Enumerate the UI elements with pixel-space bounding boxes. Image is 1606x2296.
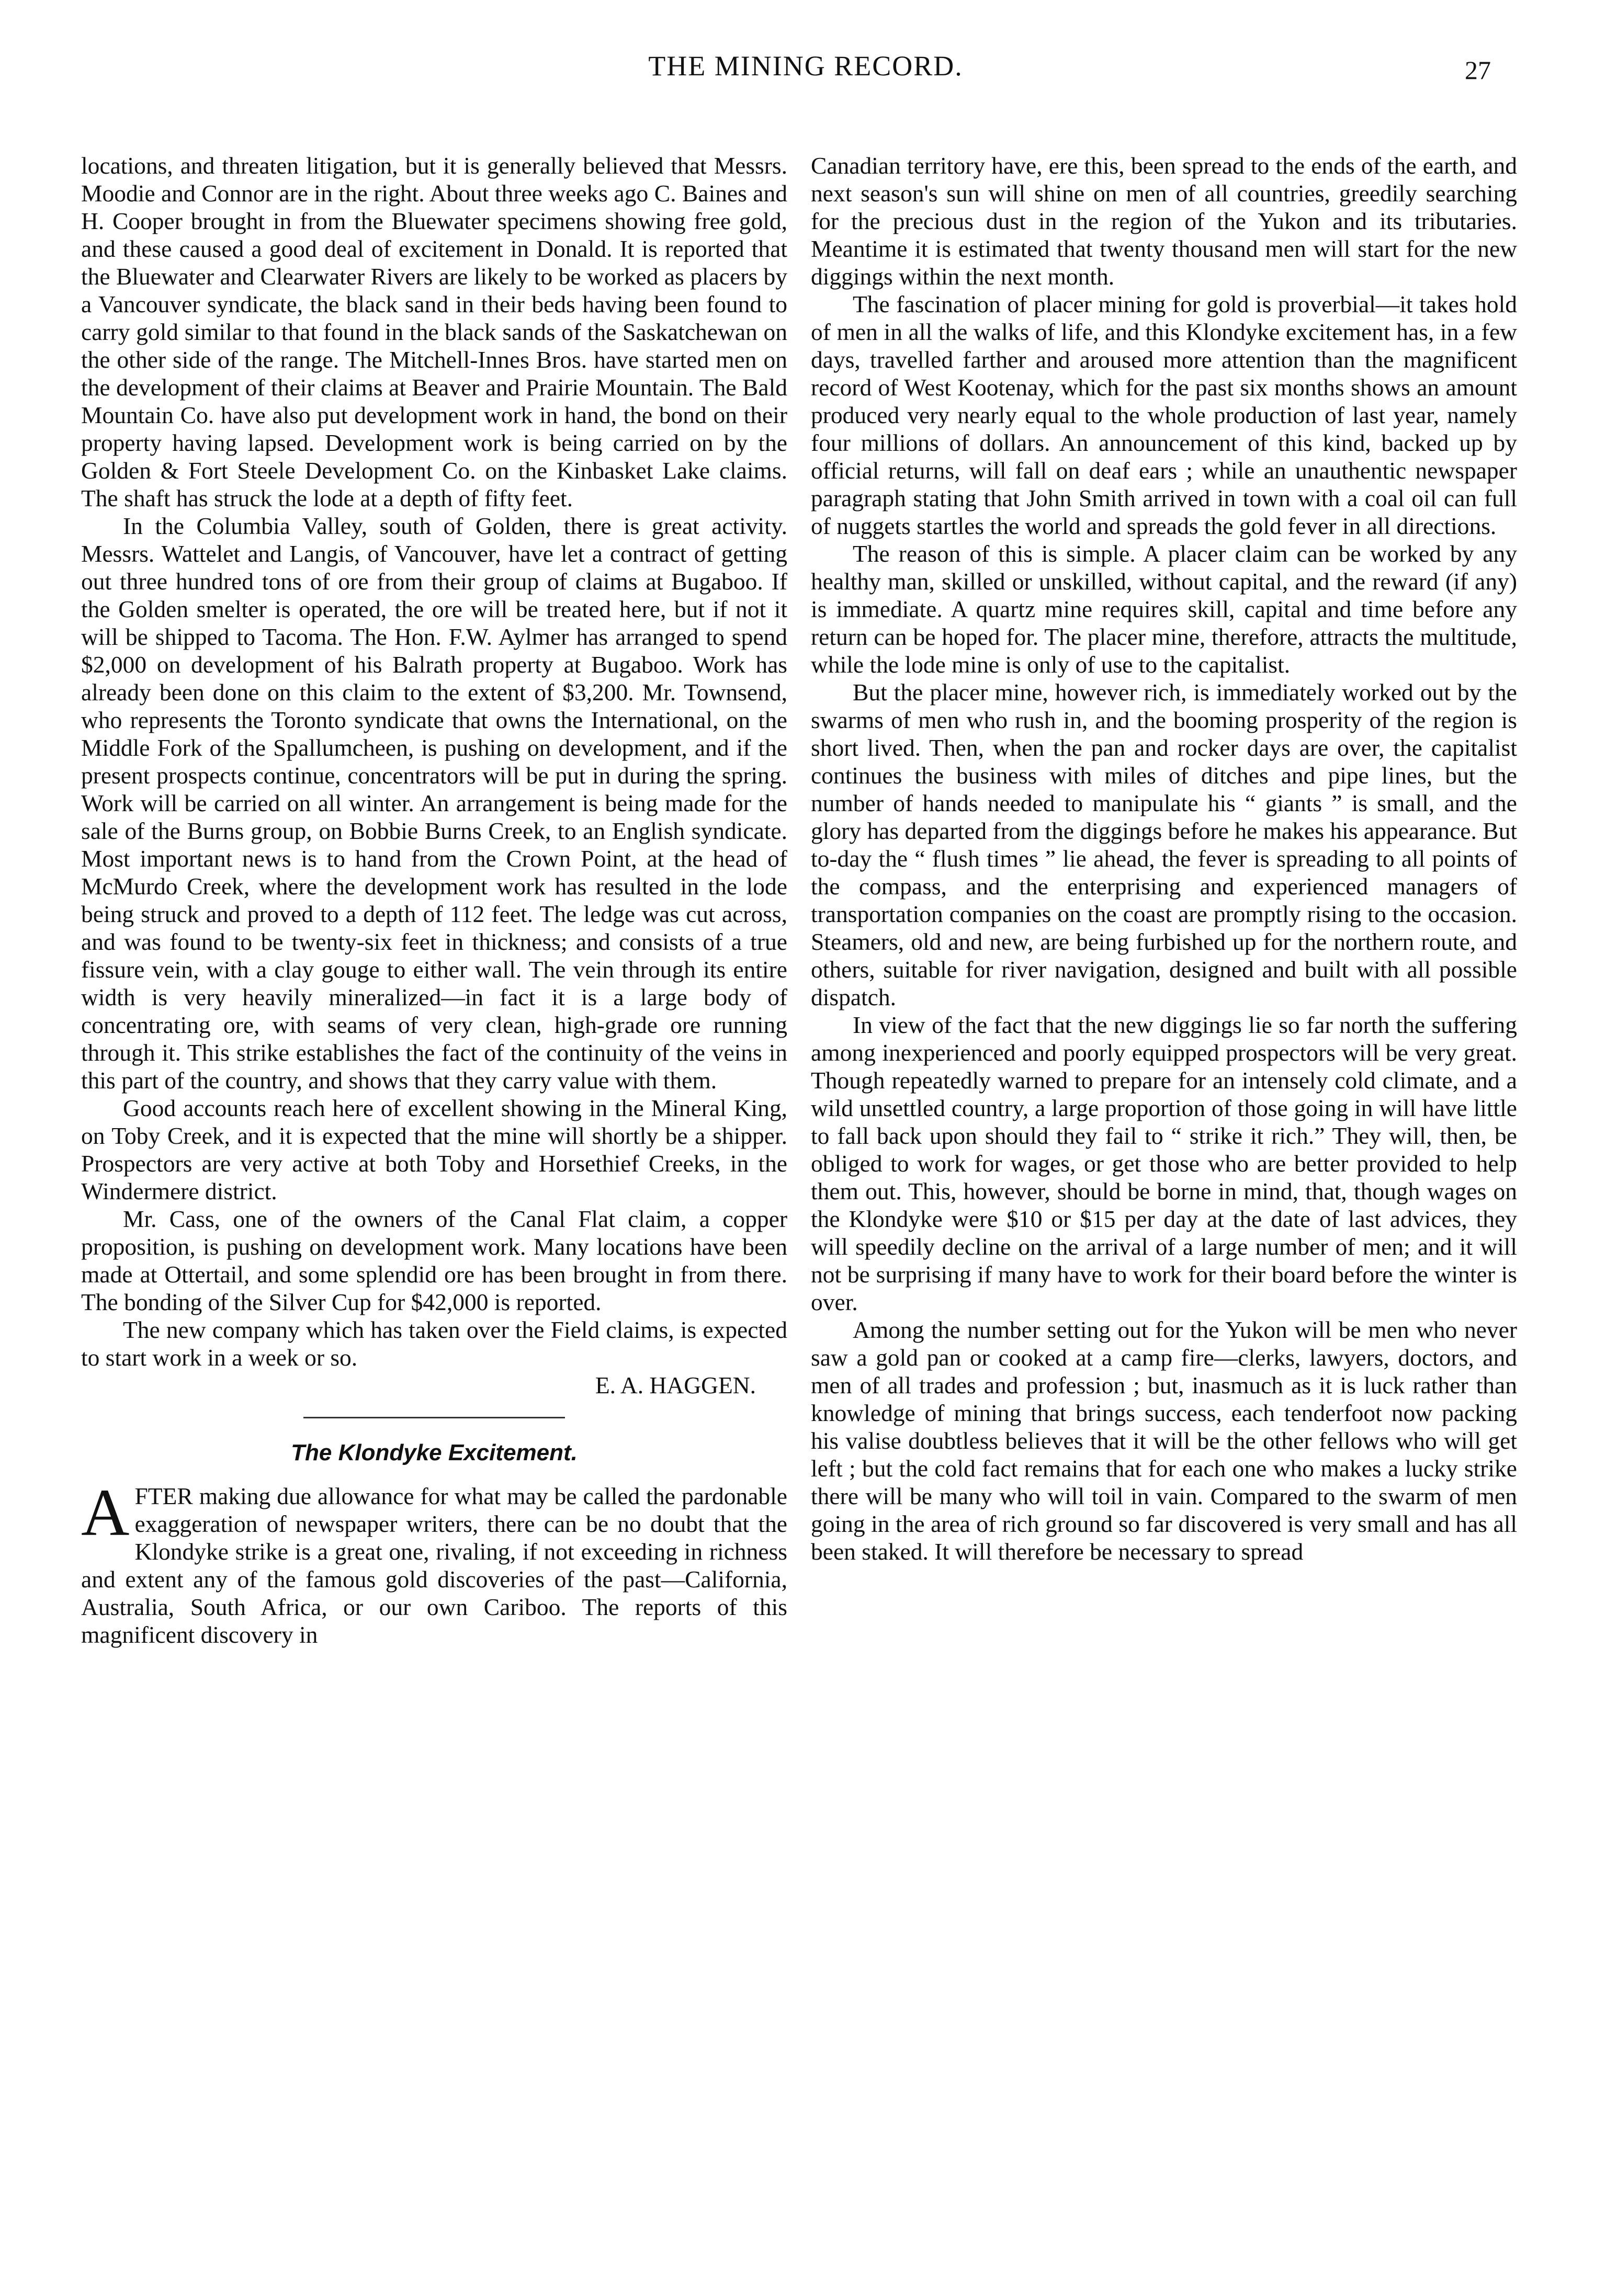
- paragraph: Good accounts reach here of excellent showing in the Mineral King, on Toby Creek, and it is expected that the mine will shortly be a shipper. Prospectors are very active at both Toby and Horsethief Creeks, in the Windermere district.: [81, 1095, 787, 1204]
- right-column: [811, 152, 1517, 2202]
- journal-title: THE MINING RECORD.: [648, 50, 963, 82]
- article-lead-paragraph: [81, 1475, 787, 1649]
- author-signature: E. A. HAGGEN.: [595, 1372, 756, 1399]
- paragraph: But the placer mine, however rich, is immediately worked out by the swarms of men who rush in, and the booming prosperity of the region is short lived. Then, when the pan and rocker days are over, the capitalist continues the business with miles of ditches and pipe lines, but the number of hands needed to manipulate his “ giants ” is small, and the glory has departed from the diggings before he makes his appearance. But to-day the “ flush times ” lie ahead, the fever is spreading to all points of the compass, and the enterprising and experienced managers of transportation companies on the coast are promptly rising to the occasion. Steamers, old and new, are being furbished up for the northern route, and others, suitable for river navigation, designed and built with all possible dispatch.: [811, 679, 1517, 1010]
- paragraph: In the Columbia Valley, south of Golden, there is great activity. Messrs. Wattelet and Langis, of Vancouver, have let a contract of getting out three hundred tons of ore from their group of claims at Bugaboo. If the Golden smelter is operated, the ore will be treated here, but if not it will be shipped to Tacoma. The Hon. F.W. Aylmer has arranged to spend $2,000 on development of his Balrath property at Bugaboo. Work has already been done on this claim to the extent of $3,200. Mr. Townsend, who represents the Toronto syndicate that owns the International, on the Middle Fork of the Spallumcheen, is pushing on development, and if the present prospects continue, concentrators will be put in during the spring. Work will be carried on all winter. An arrangement is being made for the sale of the Burns group, on Bobbie Burns Creek, to an English syndicate. Most important news is to hand from the Crown Point, at the head of McMurdo Creek, where the development work has resulted in the lode being struck and proved to a depth of 112 feet. The ledge was cut across, and was found to be twenty-six feet in thickness; and consists of a true fissure vein, with a clay gouge to either wall. The vein through its entire width is very heavily mineralized—in fact it is a large body of concentrating ore, with seams of very clean, high-grade ore running through it. This strike establishes the fact of the continuity of the veins in this part of the country, and shows that they carry value with them.: [81, 513, 787, 1094]
- paragraph: The fascination of placer mining for gold is proverbial—it takes hold of men in all the walks of life, and this Klondyke excitement has, in a few days, travelled farther and aroused more attention than the magnificent record of West Kootenay, which for the past six months shows an amount produced very nearly equal to the whole production of last year, namely four millions of dollars. An announcement of this kind, backed up by official returns, will fall on deaf ears ; while an unauthentic newspaper paragraph stating that John Smith arrived in town with a coal oil can full of nuggets startles the world and spreads the gold fever in all directions.: [811, 291, 1517, 539]
- left-column: [81, 152, 787, 2202]
- paragraph: Mr. Cass, one of the owners of the Canal Flat claim, a copper proposition, is pushing on development work. Many locations have been made at Ottertail, and some splendid ore has been brought in from there. The bonding of the Silver Cup for $42,000 is reported.: [81, 1206, 787, 1315]
- lead-text: making due allowance for what may be called the pardonable exaggeration of newspaper writers, there can be no doubt that the Klondyke strike is a great one, rivaling, if not exceeding in richness and extent any of the famous gold discoveries of the past—California, Australia, South Africa, or our own Cariboo. The reports of this magnificent discovery in: [81, 1483, 787, 1648]
- drop-cap: A: [81, 1475, 130, 1550]
- paragraph: The new company which has taken over the Field claims, is expected to start work in a week or so.: [81, 1316, 787, 1371]
- paragraph: In view of the fact that the new diggings lie so far north the suffering among inexperienced and poorly equipped prospectors will be very great. Though repeatedly warned to prepare for an intensely cold climate, and a wild unsettled country, a large proportion of those going in will have little to fall back upon should they fail to “ strike it rich.” They will, then, be obliged to work for wages, or get those who are better provided to help them out. This, however, should be borne in mind, that, though wages on the Klondyke were $10 or $15 per day at the date of last advices, they will speedily decline on the arrival of a large number of men; and it will not be surprising if many have to work for their board before the winter is over.: [811, 1011, 1517, 1315]
- paragraph: Among the number setting out for the Yukon will be men who never saw a gold pan or cooked at a camp fire—clerks, lawyers, doctors, and men of all trades and profession ; but, inasmuch as it is luck rather than knowledge of mining that brings success, each tenderfoot now packing his valise doubtless believes that it will be the other fellows who will get left ; but the cold fact remains that for each one who makes a lucky strike there will be many who will toil in vain. Compared to the swarm of men going in the area of rich ground so far discovered is very small and has all been staked. It will therefore be necessary to spread: [811, 1316, 1517, 1565]
- page-number: 27: [1465, 55, 1491, 85]
- section-divider: [303, 1417, 565, 1418]
- page-header: [0, 50, 1606, 85]
- paragraph: Canadian territory have, ere this, been spread to the ends of the earth, and next season's sun will shine on men of all countries, greedily searching for the precious dust in the region of the Yukon and its tributaries. Meantime it is estimated that twenty thousand men will start for the new diggings within the next month.: [811, 152, 1517, 290]
- lead-word: FTER: [134, 1483, 193, 1509]
- section-heading: The Klondyke Excitement.: [291, 1440, 578, 1465]
- paragraph: The reason of this is simple. A placer claim can be worked by any healthy man, skilled or unskilled, without capital, and the reward (if any) is immediate. A quartz mine requires skill, capital and time before any return can be hoped for. The placer mine, therefore, attracts the multitude, while the lode mine is only of use to the capitalist.: [811, 540, 1517, 678]
- paragraph: locations, and threaten litigation, but it is generally believed that Messrs. Moodie and Connor are in the right. About three weeks ago C. Baines and H. Cooper brought in from the Bluewater specimens showing free gold, and these caused a good deal of excitement in Donald. It is reported that the Bluewater and Clearwater Rivers are likely to be worked as placers by a Vancouver syndicate, the black sand in their beds having been found to carry gold similar to that found in the black sands of the Saskatchewan on the other side of the range. The Mitchell-Innes Bros. have started men on the development of their claims at Beaver and Prairie Mountain. The Bald Mountain Co. have also put development work in hand, the bond on their property having lapsed. Development work is being carried on by the Golden & Fort Steele Development Co. on the Kinbasket Lake claims. The shaft has struck the lode at a depth of fifty feet.: [81, 152, 787, 512]
